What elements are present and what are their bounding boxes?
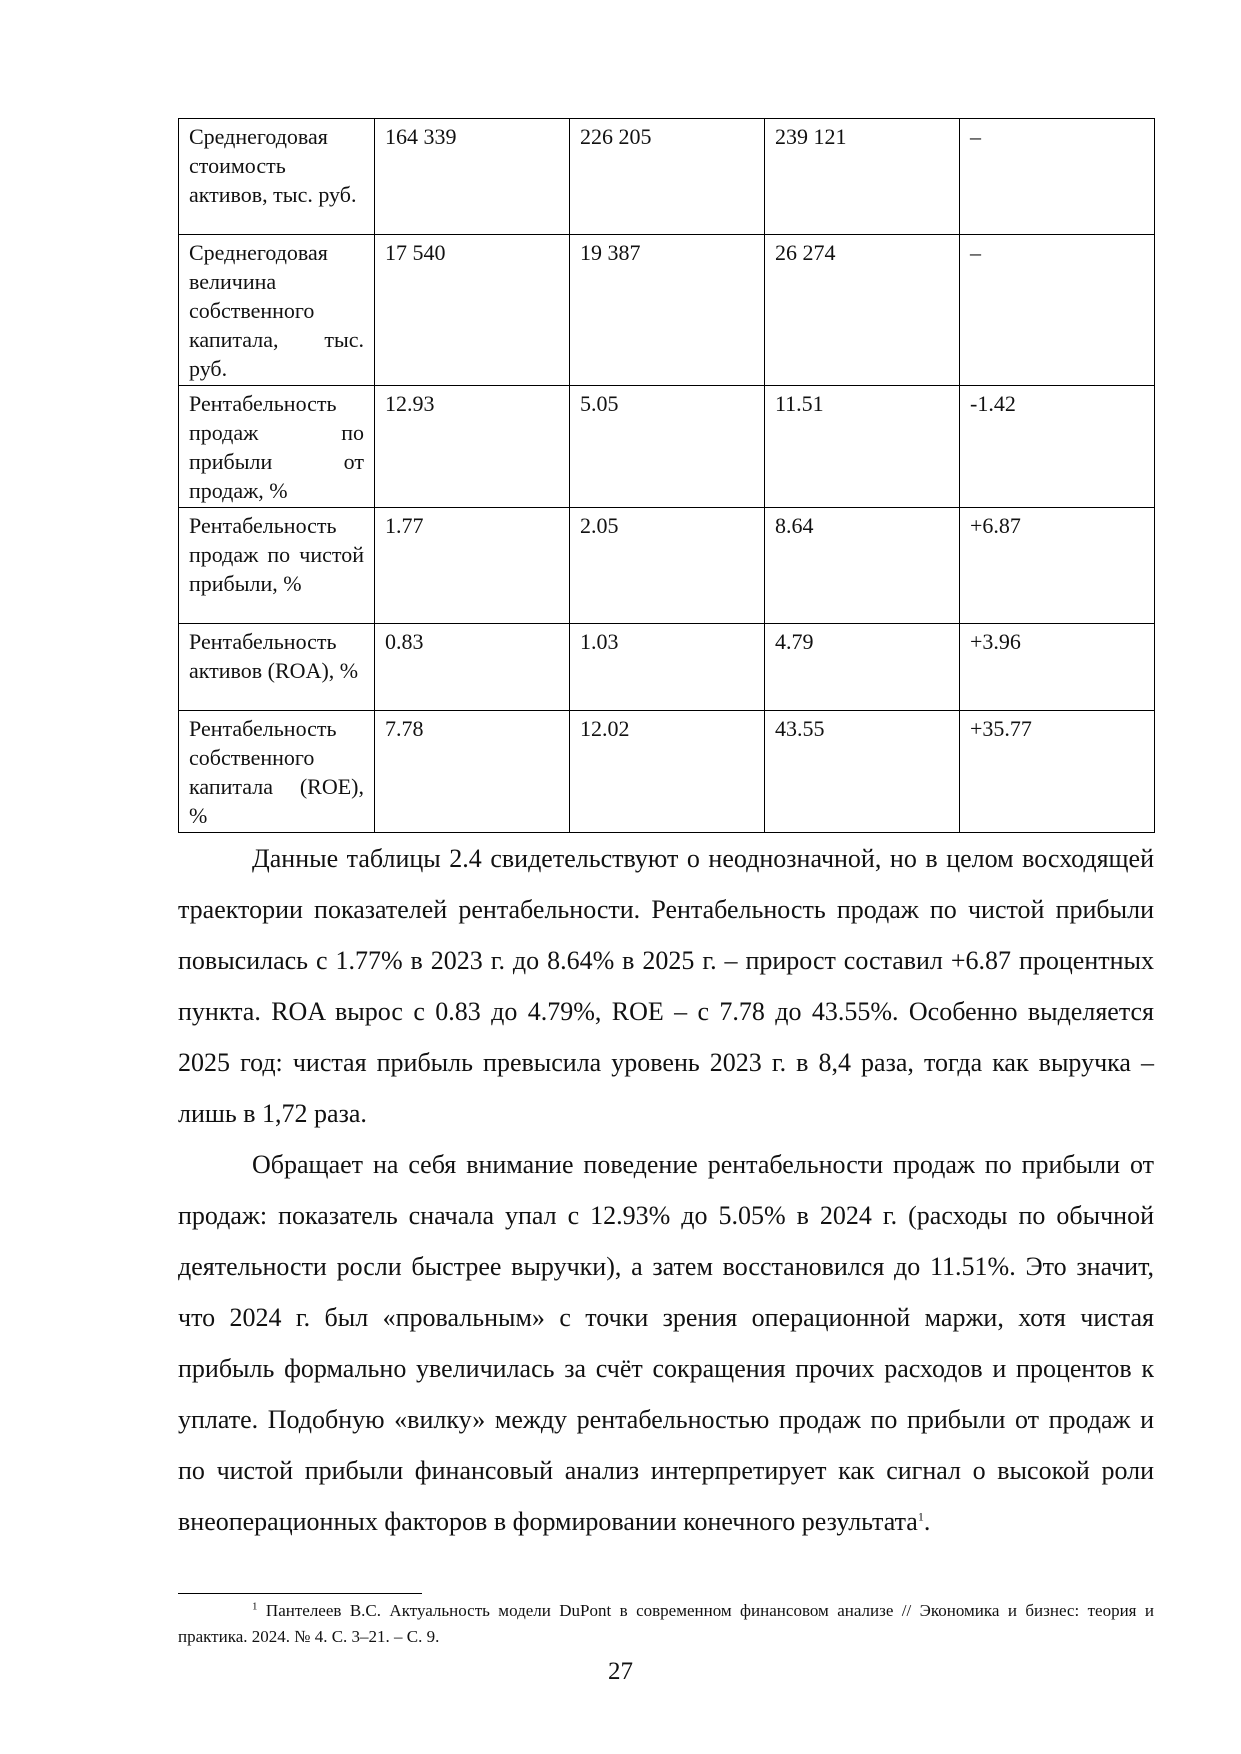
- value-2024-cell: 1.03: [570, 624, 765, 711]
- change-cell: -1.42: [960, 386, 1155, 508]
- row-label-cell: [179, 386, 375, 508]
- change-cell: +35.77: [960, 711, 1155, 833]
- profitability-table: [178, 118, 1155, 833]
- value-2023-cell: 0.83: [375, 624, 570, 711]
- page-number: 27: [608, 1658, 633, 1685]
- change-cell: –: [960, 119, 1155, 235]
- table-body: [179, 119, 1155, 833]
- footnote-separator: [178, 1593, 422, 1594]
- value-2024-cell: 5.05: [570, 386, 765, 508]
- value-2024-cell: 12.02: [570, 711, 765, 833]
- paragraph-text: Обращает на себя внимание поведение рентабельности продаж по прибыли от продаж: показатель сначала упал с 12.93% до 5.05% в 2024 г. (расходы по обычной деятельности росли быстрее выручки), а затем восстановился до 11.51%. Это значит, что 2024 г. был «провальным» с точки зрения операционной маржи, хотя чистая прибыль формально увеличилась за счёт сокращения прочих расходов и процентов к уплате. Подобную «вилку» между рентабельностью продаж по прибыли от продаж и по чистой прибыли финансовый анализ интерпретирует как сигнал о высокой роли внеоперационных факторов в формировании конечного результата: [178, 1150, 1154, 1536]
- footnote-marker: 1: [252, 1600, 258, 1613]
- table-row: [179, 711, 1155, 833]
- change-cell: +3.96: [960, 624, 1155, 711]
- value-2025-cell: 8.64: [765, 508, 960, 624]
- value-2024-cell: 2.05: [570, 508, 765, 624]
- table-row: [179, 508, 1155, 624]
- row-label-cell: [179, 624, 375, 711]
- value-2023-cell: 1.77: [375, 508, 570, 624]
- table-row: [179, 235, 1155, 386]
- table-row: [179, 119, 1155, 235]
- document-page: [178, 118, 1154, 1547]
- value-2023-cell: 12.93: [375, 386, 570, 508]
- row-label: Рентабельность продаж по чистой прибыли, %: [189, 513, 364, 596]
- row-label: Рентабельность собственного капитала (ROE), %: [189, 716, 364, 828]
- body-paragraph: Обращает на себя внимание поведение рентабельности продаж по прибыли от продаж: показатель сначала упал с 12.93% до 5.05% в 2024 г. (расходы по обычной деятельности росли быстрее выручки), а затем восстановился до 11.51%. Это значит, что 2024 г. был «провальным» с точки зрения операционной маржи, хотя чистая прибыль формально увеличилась за счёт сокращения прочих расходов и процентов к уплате. Подобную «вилку» между рентабельностью продаж по прибыли от продаж и по чистой прибыли финансовый анализ интерпретирует как сигнал о высокой роли внеоперационных факторов в формировании конечного результата$^1$.: [178, 1150, 1154, 1536]
- change-cell: –: [960, 235, 1155, 386]
- footnote-text: Пантелеев В.С. Актуальность модели DuPont в современном финансовом анализе // Экономика и бизнес: теория и практика. 2024. № 4. С. 3–21. – С. 9.: [178, 1601, 1154, 1646]
- body-paragraph: [178, 833, 1154, 1139]
- value-2025-cell: 26 274: [765, 235, 960, 386]
- row-label: Среднегодовая величина собственного капитала, тыс. руб.: [189, 240, 364, 381]
- value-2023-cell: 164 339: [375, 119, 570, 235]
- value-2025-cell: 239 121: [765, 119, 960, 235]
- value-2025-cell: 43.55: [765, 711, 960, 833]
- table-row: [179, 624, 1155, 711]
- value-2024-cell: 226 205: [570, 119, 765, 235]
- row-label-cell: [179, 235, 375, 386]
- row-label: Рентабельность активов (ROA), %: [189, 629, 359, 683]
- value-2023-cell: 7.78: [375, 711, 570, 833]
- row-label: Среднегодовая стоимость активов, тыс. руб.: [189, 124, 357, 207]
- value-2025-cell: 11.51: [765, 386, 960, 508]
- value-2025-cell: 4.79: [765, 624, 960, 711]
- table-row: [179, 386, 1155, 508]
- row-label-cell: [179, 508, 375, 624]
- row-label: Рентабельность продаж по прибыли от продаж, %: [189, 391, 364, 503]
- footnote-reference[interactable]: 1: [917, 1509, 924, 1524]
- row-label-cell: [179, 711, 375, 833]
- value-2023-cell: 17 540: [375, 235, 570, 386]
- paragraph-text: Данные таблицы 2.4 свидетельствуют о неоднозначной, но в целом восходящей траектории показателей рентабельности. Рентабельность продаж по чистой прибыли повысилась с 1.77% в 2023 г. до 8.64% в 2025 г. – прирост составил +6.87 процентных пункта. ROA вырос с 0.83 до 4.79%, ROE – с 7.78 до 43.55%. Особенно выделяется 2025 год: чистая прибыль превысила уровень 2023 г. в 8,4 раза, тогда как выручка – лишь в 1,72 раза.: [178, 844, 1154, 1128]
- footnote: [178, 1598, 1154, 1650]
- value-2024-cell: 19 387: [570, 235, 765, 386]
- change-cell: +6.87: [960, 508, 1155, 624]
- row-label-cell: [179, 119, 375, 235]
